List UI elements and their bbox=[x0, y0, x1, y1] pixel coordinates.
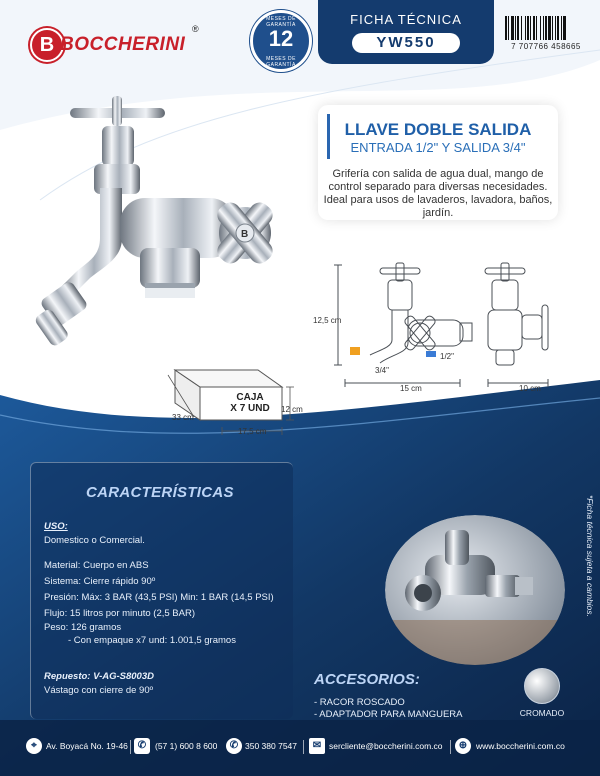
barcode-bar bbox=[543, 16, 544, 40]
footer-divider bbox=[303, 740, 304, 754]
product-title: LLAVE DOBLE SALIDA bbox=[344, 120, 532, 139]
warranty-seal bbox=[250, 10, 312, 72]
barcode-bar bbox=[515, 16, 516, 40]
finish-label: CROMADO bbox=[519, 708, 565, 718]
svg-text:B: B bbox=[241, 229, 249, 240]
footer-address: Av. Boyacá No. 19-46 bbox=[46, 741, 128, 751]
location-icon: ⌖ bbox=[26, 738, 42, 754]
box-label-line2: X 7 UND bbox=[230, 403, 270, 414]
barcode-number: 7 707766 458665 bbox=[511, 42, 581, 51]
sistema-value: Cierre rápido 90º bbox=[83, 576, 156, 587]
barcode-bar bbox=[561, 16, 562, 40]
spec-uso-value: Domestico o Comercial. bbox=[44, 535, 145, 546]
whatsapp-icon: ✆ bbox=[226, 738, 242, 754]
sistema-label: Sistema: bbox=[44, 576, 81, 587]
footer-divider bbox=[130, 740, 131, 754]
ficha-label: FICHA TÉCNICA bbox=[350, 12, 462, 27]
barcode-bar bbox=[563, 16, 566, 40]
spec-material bbox=[44, 560, 149, 572]
barcode-bar bbox=[540, 16, 541, 40]
material-label: Material: bbox=[44, 560, 81, 571]
side-note bbox=[575, 495, 595, 650]
spec-peso-pack: - Con empaque x7 und: 1.001,5 gramos bbox=[68, 635, 236, 646]
footer-email[interactable]: sercliente@boccherini.com.co bbox=[329, 741, 443, 751]
spec-flujo bbox=[44, 608, 195, 620]
footer-contact-bar bbox=[0, 733, 600, 763]
flujo-label: Flujo: bbox=[44, 608, 68, 619]
globe-icon: ⊕ bbox=[455, 738, 471, 754]
box-width: 17,5 cm bbox=[238, 427, 267, 436]
barcode-bar bbox=[508, 16, 509, 40]
barcode-bar bbox=[545, 16, 547, 40]
accessories-title: ACCESORIOS: bbox=[314, 671, 420, 688]
email-icon: ✉ bbox=[309, 738, 325, 754]
peso-label: Peso: bbox=[44, 622, 69, 633]
barcode-bar bbox=[555, 16, 556, 40]
box-height: 12 cm bbox=[281, 405, 303, 414]
phone-icon: ✆ bbox=[134, 738, 150, 754]
box-label-line1: CAJA bbox=[236, 392, 264, 403]
dim-width-side: 10 cm bbox=[519, 384, 541, 393]
footer-divider bbox=[450, 740, 451, 754]
box-label bbox=[230, 392, 270, 414]
flujo-value: 15 litros por minuto (2,5 BAR) bbox=[69, 608, 196, 619]
brand-logo bbox=[30, 24, 200, 58]
ficha-tecnica-tab bbox=[318, 0, 494, 64]
material-value: Cuerpo en ABS bbox=[83, 560, 149, 571]
accessory-item: - ADAPTADOR PARA MANGUERA bbox=[314, 709, 463, 720]
barcode-bar bbox=[530, 16, 531, 40]
spec-repuesto-value: Vástago con cierre de 90º bbox=[44, 685, 154, 696]
barcode-bar bbox=[552, 16, 553, 40]
barcode-bar bbox=[527, 16, 529, 40]
dim-height: 12,5 cm bbox=[313, 316, 342, 325]
dim-inlet: 1/2" bbox=[440, 352, 454, 361]
peso-value: 126 gramos bbox=[70, 622, 122, 633]
barcode-bar bbox=[511, 16, 514, 40]
barcode-bar bbox=[521, 16, 522, 40]
barcode-bar bbox=[548, 16, 551, 40]
dim-outlet: 3/4" bbox=[375, 366, 389, 375]
side-note-text: *Ficha técnica sujeta a cambios. bbox=[585, 495, 595, 617]
product-description: Grifería con salida de agua dual, mango de control separado para diversas necesidades. Ideal para usos de lavaderos, lavadora, baños, jardín. bbox=[323, 168, 553, 219]
spec-repuesto-label: Repuesto: V-AG-S8003D bbox=[44, 671, 154, 682]
finish-swatch bbox=[524, 668, 560, 704]
barcode bbox=[505, 16, 585, 40]
dim-width-front: 15 cm bbox=[400, 384, 422, 393]
accessory-item: - RACOR ROSCADO bbox=[314, 697, 405, 708]
seal-top-text: MESES DE GARANTÍA bbox=[266, 16, 296, 28]
registered-mark: ® bbox=[192, 24, 199, 34]
barcode-bar bbox=[536, 16, 537, 40]
footer-web[interactable]: www.boccherini.com.co bbox=[476, 741, 565, 751]
spec-presion bbox=[44, 592, 274, 604]
footer-phone: (57 1) 600 8 600 bbox=[155, 741, 218, 751]
spec-uso-label bbox=[44, 521, 68, 533]
spec-sistema bbox=[44, 576, 155, 588]
faucet-detail-photo bbox=[385, 515, 565, 665]
product-code: YW550 bbox=[352, 33, 460, 53]
brand-badge: B bbox=[30, 28, 64, 62]
footer-whatsapp: 350 380 7547 bbox=[245, 741, 297, 751]
barcode-bar bbox=[517, 16, 519, 40]
seal-number: 12 bbox=[268, 26, 294, 51]
barcode-bar bbox=[557, 16, 559, 40]
product-subtitle: ENTRADA 1/2" Y SALIDA 3/4" bbox=[350, 140, 526, 155]
presion-value: Máx: 3 BAR (43,5 PSI) Min: 1 BAR (14,5 PSI) bbox=[81, 592, 274, 603]
box-depth: 33 cm bbox=[172, 413, 194, 422]
barcode-bar bbox=[505, 16, 507, 40]
brand-name: BOCCHERINI bbox=[60, 34, 186, 55]
faucet-photo bbox=[30, 88, 315, 358]
spec-peso bbox=[44, 622, 121, 634]
dimension-drawings bbox=[300, 255, 590, 395]
specs-title: CARACTERÍSTICAS bbox=[86, 484, 234, 501]
barcode-bar bbox=[533, 16, 535, 40]
seal-bottom-text: MESES DE GARANTÍA bbox=[266, 56, 296, 68]
barcode-bar bbox=[525, 16, 526, 40]
uso-label: USO: bbox=[44, 521, 68, 532]
presion-label: Presión: bbox=[44, 592, 79, 603]
